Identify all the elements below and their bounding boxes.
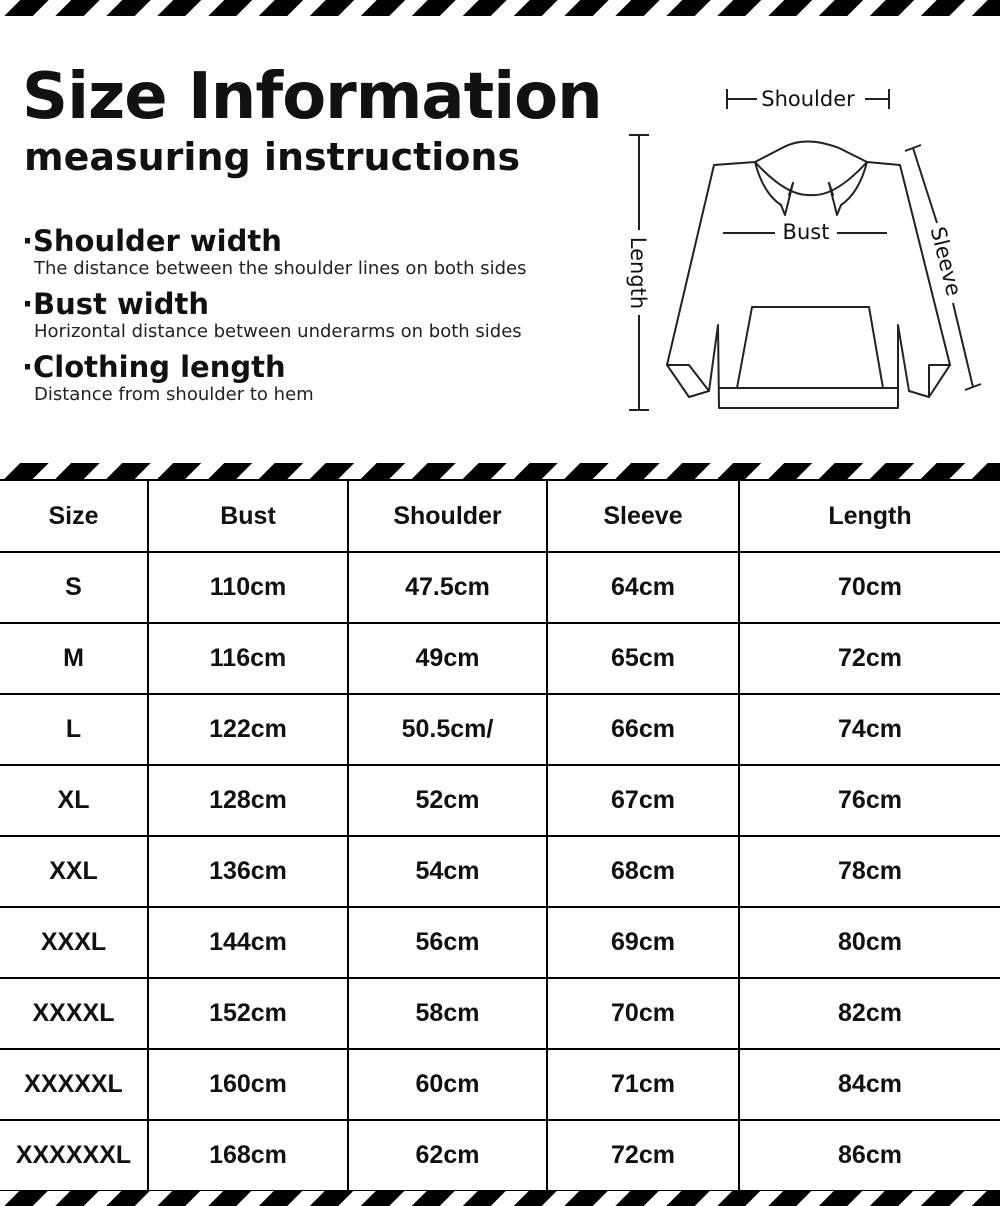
top-stripe-border [0, 0, 1000, 16]
column-header-sleeve: Sleeve [547, 480, 739, 552]
table-row [0, 836, 1000, 907]
instruction-description: Distance from shoulder to hem [34, 383, 314, 405]
size-chart-table [0, 479, 1000, 1192]
size-cell: XL [0, 765, 148, 836]
size-cell: XXXXXXL [0, 1120, 148, 1191]
sleeve-cell: 70cm [547, 978, 739, 1049]
table-row [0, 694, 1000, 765]
size-cell: XXXXXL [0, 1049, 148, 1120]
length-cell: 74cm [739, 694, 1000, 765]
bust-cell: 144cm [148, 907, 348, 978]
length-cell: 86cm [739, 1120, 1000, 1191]
shoulder-cell: 56cm [348, 907, 547, 978]
table-row [0, 907, 1000, 978]
instruction-heading: ·Clothing length [22, 350, 286, 384]
size-cell: XXXL [0, 907, 148, 978]
column-header-bust: Bust [148, 480, 348, 552]
length-cell: 80cm [739, 907, 1000, 978]
instruction-description: Horizontal distance between underarms on both sides [34, 320, 522, 342]
bust-cell: 136cm [148, 836, 348, 907]
size-cell: L [0, 694, 148, 765]
instruction-shoulder-width [22, 226, 526, 279]
hoodie-outline-icon [667, 142, 950, 409]
sleeve-cell: 72cm [547, 1120, 739, 1191]
sleeve-cell: 64cm [547, 552, 739, 623]
length-cell: 76cm [739, 765, 1000, 836]
table-row [0, 623, 1000, 694]
shoulder-cell: 52cm [348, 765, 547, 836]
column-header-shoulder: Shoulder [348, 480, 547, 552]
length-cell: 84cm [739, 1049, 1000, 1120]
bust-cell: 110cm [148, 552, 348, 623]
middle-stripe-border [0, 463, 1000, 479]
bust-cell: 128cm [148, 765, 348, 836]
instruction-bust-width [22, 289, 522, 342]
bust-label: Bust [782, 220, 830, 244]
length-cell: 82cm [739, 978, 1000, 1049]
bust-cell: 116cm [148, 623, 348, 694]
sleeve-cell: 65cm [547, 623, 739, 694]
bust-cell: 160cm [148, 1049, 348, 1120]
hoodie-measurement-diagram [615, 75, 995, 420]
sleeve-cell: 66cm [547, 694, 739, 765]
sleeve-cell: 67cm [547, 765, 739, 836]
column-header-length: Length [739, 480, 1000, 552]
measurement-guides [629, 89, 981, 410]
page-title: Size Information [22, 60, 602, 134]
shoulder-cell: 50.5cm/ [348, 694, 547, 765]
shoulder-label: Shoulder [761, 87, 855, 111]
page-subtitle: measuring instructions [24, 135, 521, 179]
shoulder-cell: 47.5cm [348, 552, 547, 623]
shoulder-cell: 60cm [348, 1049, 547, 1120]
length-label: Length [626, 236, 650, 310]
instruction-heading: ·Shoulder width [22, 224, 282, 258]
bust-cell: 122cm [148, 694, 348, 765]
sleeve-cell: 71cm [547, 1049, 739, 1120]
instruction-description: The distance between the shoulder lines on both sides [34, 257, 527, 279]
table-row [0, 978, 1000, 1049]
instruction-heading: ·Bust width [22, 287, 209, 321]
sleeve-cell: 69cm [547, 907, 739, 978]
column-header-size: Size [0, 480, 148, 552]
size-cell: S [0, 552, 148, 623]
shoulder-cell: 49cm [348, 623, 547, 694]
sleeve-label: Sleeve [925, 224, 966, 299]
table-row [0, 552, 1000, 623]
length-cell: 72cm [739, 623, 1000, 694]
shoulder-cell: 58cm [348, 978, 547, 1049]
table-row [0, 765, 1000, 836]
size-cell: XXXXL [0, 978, 148, 1049]
length-cell: 70cm [739, 552, 1000, 623]
length-cell: 78cm [739, 836, 1000, 907]
table-row [0, 1120, 1000, 1191]
bottom-stripe-border [0, 1191, 1000, 1206]
sleeve-cell: 68cm [547, 836, 739, 907]
shoulder-cell: 62cm [348, 1120, 547, 1191]
table-row [0, 1049, 1000, 1120]
bust-cell: 168cm [148, 1120, 348, 1191]
instruction-clothing-length [22, 352, 314, 405]
size-cell: M [0, 623, 148, 694]
bust-cell: 152cm [148, 978, 348, 1049]
shoulder-cell: 54cm [348, 836, 547, 907]
size-cell: XXL [0, 836, 148, 907]
table-header-row [0, 480, 1000, 552]
